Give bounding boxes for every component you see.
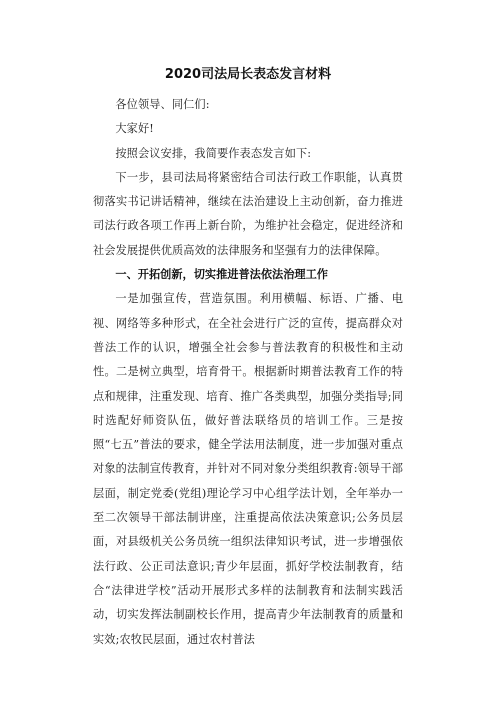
document-body [93, 66, 403, 652]
paragraph-2: 一是加强宣传，营造氛围。利用横幅、标语、广播、电视、网络等多种形式，在全社会进行广泛的宣传，提高群众对普法工作的认识，增强全社会参与普法教育的积极性和主动性。二是树立典型，培育骨干。根据新时期普法教育工作的特点和规律，注重发现、培育、推广各类典型，加强分类指导;同时选配好师资队伍，做好普法联络员的培训工作。三是按照“七五”普法的要求，健全学法用法制度，进一步加强对重点对象的法制宣传教育，并针对不同对象分类组织教育:领导干部层面，制定党委(党组)理论学习中心组学法计划，全年举办一至二次领导干部法制讲座，注重提高依法决策意识;公务员层面，对县级机关公务员统一组织法律知识考试，进一步增强依法行政、公正司法意识;青少年层面，抓好学校法制教育，结合“法律进学校”活动开展形式多样的法制教育和法制实践活动，切实发挥法制副校长作用，提高青少年法制教育的质量和实效;农牧民层面，通过农村普法 [93, 292, 403, 646]
hello-line: 大家好! [115, 122, 154, 136]
section-heading-1: 一、开拓创新，切实推进普法依法治理工作 [115, 268, 328, 282]
document-title: 2020司法局长表态发言材料 [164, 67, 332, 82]
paragraph-1: 下一步，县司法局将紧密结合司法行政工作职能，认真贯彻落实书记讲话精神，继续在法治建设上主动创新，奋力推进司法行政各项工作再上新台阶，为维护社会稳定，促进经济和社会发展提供优质高效的法律服务和坚强有力的法律保障。 [93, 170, 403, 257]
greeting-line: 各位领导、同仁们: [115, 98, 210, 111]
intro-line: 按照会议安排，我简要作表态发言如下: [115, 146, 312, 160]
